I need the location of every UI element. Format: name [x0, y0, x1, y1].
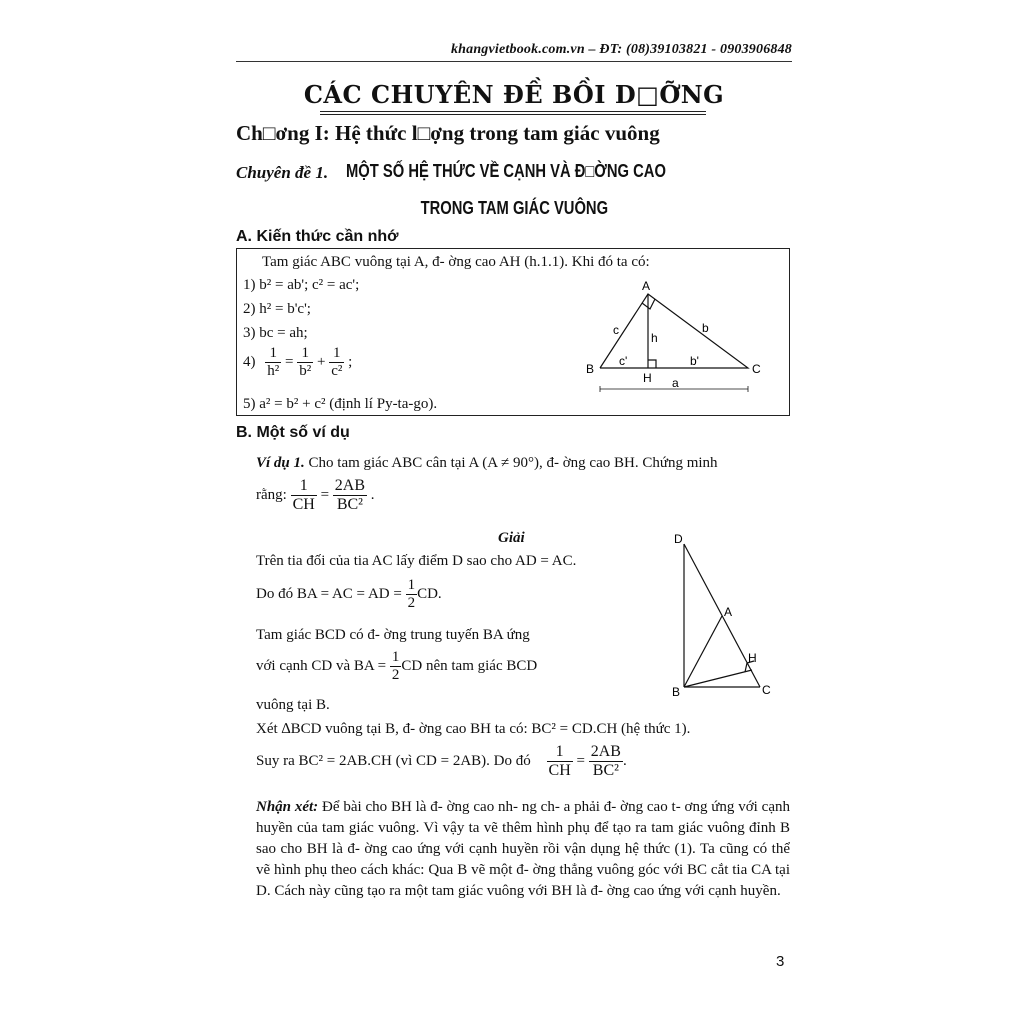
s7-lhs-den: CH [548, 761, 571, 779]
solution-line-2 [256, 578, 442, 611]
figure-triangle-abc [580, 276, 770, 402]
s4-num: 1 [391, 649, 400, 665]
label-b-prime: b' [690, 354, 699, 368]
section-b-heading: B. Một số ví dụ [236, 424, 350, 441]
s7-rhs-den: BC² [592, 761, 619, 779]
s4-end: CD nên tam giác BCD [401, 658, 538, 675]
example-1-statement [256, 455, 790, 472]
label-c: C [752, 362, 761, 376]
title-underline [320, 111, 706, 112]
solution-line-7 [256, 744, 627, 779]
prove-eq-sign: = [320, 487, 330, 504]
formula-2-text: h² = b'c'; [259, 301, 311, 317]
formula-1-text: b² = ab'; c² = ac'; [259, 277, 360, 293]
formula-3-text: bc = ah; [259, 325, 308, 341]
prove-rhs [333, 478, 367, 513]
solution-line-5: vuông tại B. [256, 697, 330, 713]
label-h: H [643, 371, 652, 385]
solution-line-1: Trên tia đối của tia AC lấy điểm D sao cho AD = AC. [256, 553, 577, 569]
prove-lhs-den: CH [292, 495, 315, 513]
formula-4-r1 [297, 346, 313, 379]
formula-5-num: 5) [243, 396, 256, 412]
label-b: B [586, 362, 595, 376]
formula-4-num: 4) [243, 354, 256, 371]
s4-prefix: với cạnh CD và BA = [256, 658, 387, 675]
s2-den: 2 [407, 594, 416, 611]
knowledge-intro: Tam giác ABC vuông tại A, đ- ờng cao AH (h.1.1). Khi đó ta có: [262, 254, 650, 270]
topic-title-line2 [236, 198, 792, 219]
formula-4-lhs-num: 1 [265, 346, 281, 363]
s2-prefix: Do đó BA = AC = AD = [256, 586, 402, 603]
prove-rhs-num: 2AB [334, 477, 366, 494]
label-side-b: b [702, 321, 709, 335]
page-number: 3 [776, 953, 785, 970]
s7-rhs-num: 2AB [590, 743, 621, 760]
s7-lhs-num: 1 [547, 744, 573, 762]
section-a-heading: A. Kiến thức cần nhớ [236, 228, 399, 245]
prove-lhs [291, 478, 317, 513]
line-bh [684, 670, 752, 687]
figure-triangle-bcd [668, 532, 788, 702]
s7-eq-sign: = [576, 753, 585, 770]
formula-4-lhs-den: h² [267, 362, 280, 379]
label-h-2: H [748, 651, 757, 665]
s7-rhs [589, 744, 623, 779]
formula-4-r2-den: c² [331, 362, 343, 379]
formula-5 [243, 396, 437, 413]
label-h-altitude: h [651, 331, 658, 345]
chapter-heading: Ch□ơng I: Hệ thức l□ợng trong tam giác vuông [236, 121, 660, 145]
label-c-prime: c' [619, 354, 628, 368]
page-title: CÁC CHUYÊN ĐỀ BỒI D□ỠNG [303, 80, 725, 109]
label-segment-a: a [672, 376, 679, 390]
formula-1-num: 1) [243, 277, 256, 293]
formula-2 [243, 301, 311, 318]
solution-line-6: Xét ∆BCD vuông tại B, đ- ờng cao BH ta có: BC² = CD.CH (hệ thức 1). [256, 721, 691, 737]
s7-lhs [547, 744, 573, 779]
label-c-2: C [762, 683, 771, 697]
label-b-2: B [672, 685, 681, 699]
formula-1 [243, 277, 359, 294]
prove-lhs-num: 1 [291, 478, 317, 496]
prove-rhs-den: BC² [336, 495, 363, 513]
label-d: D [674, 532, 683, 546]
formula-2-num: 2) [243, 301, 256, 317]
prove-end: . [370, 487, 375, 504]
solution-line-4 [256, 650, 537, 683]
topic-label: Chuyên đề 1. [236, 163, 329, 182]
s2-frac [406, 578, 418, 611]
formula-3-num: 3) [243, 325, 256, 341]
s7-end: . [622, 753, 627, 770]
formula-4-r2 [329, 346, 344, 379]
right-angle-h [648, 360, 656, 368]
s2-end: CD. [417, 586, 442, 603]
formula-4-plus: + [316, 354, 326, 371]
label-a-2: A [724, 605, 733, 619]
header-rule [236, 61, 792, 62]
formula-3 [243, 325, 308, 342]
formula-4-r2-num: 1 [329, 346, 344, 363]
page-header: khangvietbook.com.vn – ĐT: (08)39103821 - 0903906848 [450, 42, 792, 57]
label-side-c: c [613, 323, 619, 337]
formula-4-lhs [265, 346, 281, 379]
example-1-text: Cho tam giác ABC cân tại A ( [308, 455, 488, 471]
topic-title-line1: MỘT SỐ HỆ THỨC VỀ CẠNH VÀ Đ□ỜNG CAO [346, 161, 666, 181]
label-a: A [642, 279, 651, 293]
formula-4-r1-num: 1 [297, 346, 313, 363]
formula-4-end: ; [348, 354, 353, 371]
example-1-label: Ví dụ 1. [256, 455, 305, 471]
topic-title-line2-text: TRONG TAM GIÁC VUÔNG [420, 198, 608, 218]
s2-num: 1 [407, 577, 416, 593]
formula-4-eq: = [285, 354, 294, 371]
s7-prefix: Suy ra BC² = 2AB.CH (vì CD = 2AB). Do đó [256, 753, 531, 770]
remark-label: Nhận xét: [256, 799, 319, 815]
remark-paragraph [256, 797, 790, 902]
example-1-angle: A ≠ 90° [487, 455, 534, 471]
prove-prefix: rằng: [256, 487, 287, 504]
s4-den: 2 [391, 666, 400, 683]
example-1-text2: ), đ- ờng cao BH. Chứng minh [534, 455, 718, 471]
formula-4-r1-den: b² [299, 362, 312, 379]
solution-line-3: Tam giác BCD có đ- ờng trung tuyến BA ứng [256, 627, 530, 643]
remark-text: Để bài cho BH là đ- ờng cao nh- ng ch- a phải đ- ờng cao t- ơng ứng với cạnh huyền của tam giác vuông. Vì vậy ta vẽ thêm hình phụ để tạo ra tam giác vuông đỉnh B sao cho BH là đ- ờng cao ứng với cạnh huyền rồi vận dụng hệ thức (1). Ta cũng có thể vẽ hình phụ theo cách khác: Qua B vẽ một đ- ờng thẳng vuông góc với BC cắt tia CA tại D. Cách này cũng tạo ra một tam giác vuông với BH là đ- ờng cao ứng với cạnh huyền. [256, 799, 790, 899]
formula-4 [243, 346, 352, 379]
solution-title: Giải [498, 530, 525, 546]
s4-frac [390, 650, 402, 683]
formula-5-text: a² = b² + c² (định lí Py-ta-go). [259, 396, 438, 412]
title-underline-2 [320, 114, 706, 115]
example-1-prove [256, 478, 375, 513]
line-ba [684, 616, 722, 687]
